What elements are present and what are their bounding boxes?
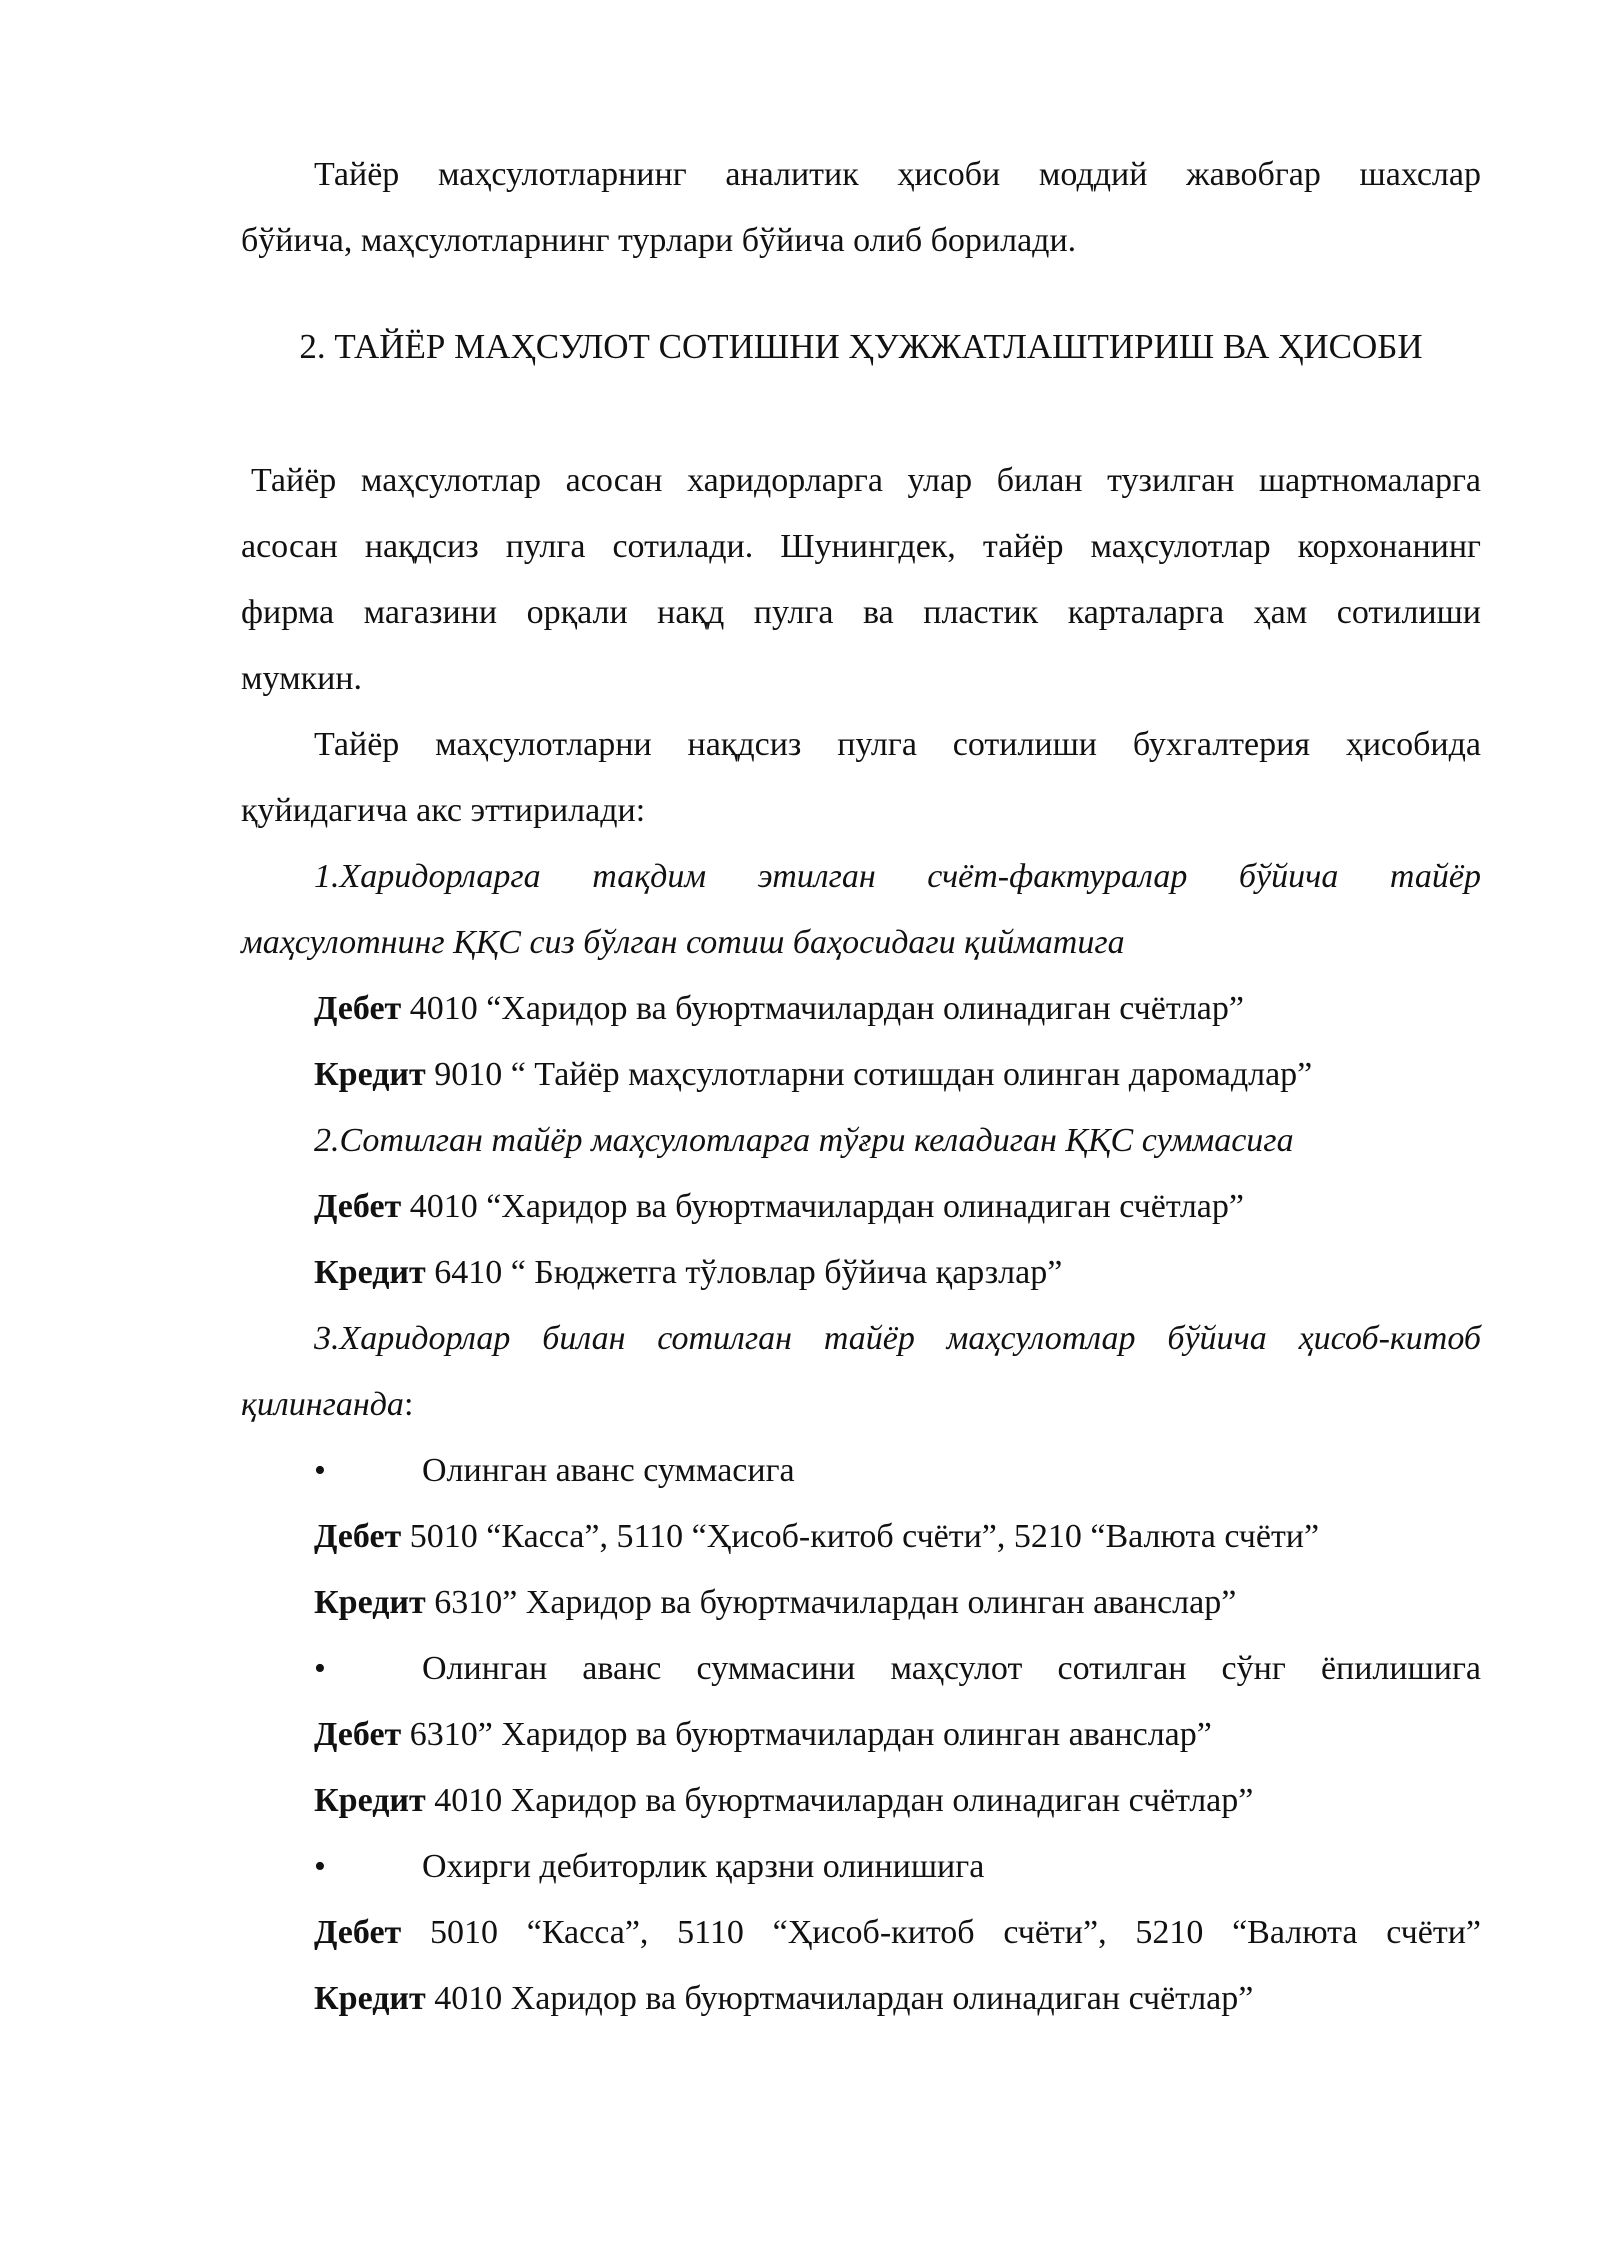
item1-line1: 1.Харидорларга тақдим этилган счёт-фактуралар бўйича тайёр [314,858,1481,895]
document-page [241,142,1481,2032]
debit-label: Дебет [314,990,402,1027]
credit-text: 6310” Харидор ва буюртмачилардан олинган авансларˮ [425,1584,1237,1621]
item1-line2: маҳсулотнинг ҚҚС сиз бўлган сотиш баҳосидаги қийматига [241,924,1125,961]
para2-line4: мумкин. [241,660,362,697]
entry1-debit [241,976,1481,1042]
credit-label: Кредит [314,1782,426,1819]
para3-line2: қуйидагича акс эттирилади: [241,792,646,829]
item2-line1: 2.Сотилган тайёр маҳсулотларга тўғри келадиган ҚҚС суммасига [314,1122,1294,1159]
bullet-marker: • [314,1452,326,1489]
bullet-item [241,1834,1481,1900]
entry2-debit [241,1174,1481,1240]
debit-label: Дебет [314,1914,402,1951]
para1-line1: Тайёр маҳсулотларнинг аналитик ҳисоби моддий жавобгар шахслар [314,156,1481,193]
bullet-text: Охирги дебиторлик қарзни олинишига [422,1848,985,1885]
credit-label: Кредит [314,1254,426,1291]
para2-line2: асосан нақдсиз пулга сотилади. Шунингдек, тайёр маҳсулотлар корхонанинг [241,528,1481,565]
credit-text: 6410 “ Бюджетга тўловлар бўйича қарзлар” [425,1254,1063,1291]
bullet-text: Олинган аванс суммасига [422,1452,795,1489]
debit-text: 4010 “Харидор ва буюртмачилардан олинадиган счётлар” [401,990,1244,1027]
debit-text: 5010 “Касса”, 5110 “Ҳисоб-китоб счёти”, 5210 “Валюта счёти” [401,1914,1481,1951]
item3-line2-italic: қилинганда [241,1386,404,1423]
debit-text: 4010 “Харидор ва буюртмачилардан олинадиган счётлар” [401,1188,1244,1225]
entry2-credit [241,1240,1481,1306]
debit-text: 6310” Харидор ва буюртмачилардан олинган аванслар” [401,1716,1212,1753]
entry5-credit [241,1966,1481,2032]
debit-label: Дебет [314,1716,402,1753]
bullet-item [241,1636,1481,1702]
item3-line2-rest: : [403,1386,414,1423]
debit-label: Дебет [314,1188,402,1225]
entry4-debit [241,1702,1481,1768]
bullet-marker: • [314,1848,326,1885]
credit-label: Кредит [314,1980,426,2017]
debit-text: 5010 “Касса”, 5110 “Ҳисоб-китоб счёти”, 5210 “Валюта счёти” [401,1518,1320,1555]
bullet-marker: • [314,1650,326,1687]
bullet-item [241,1438,1481,1504]
credit-text: 9010 “ Тайёр маҳсулотларни сотишдан олинган даромадлар” [425,1056,1313,1093]
para2-line1: Тайёр маҳсулотлар асосан харидорларга улар билан тузилган шартномаларга [251,462,1481,499]
para1-line2: бўйича, маҳсулотларнинг турлари бўйича олиб борилади. [241,222,1077,259]
para3-line1: Тайёр маҳсулотларни нақдсиз пулга сотилиши бухгалтерия ҳисобида [314,726,1481,763]
bullet-text: Олинган аванс суммасини маҳсулот сотилган сўнг ёпилишига [422,1650,1481,1687]
item3-line2 [241,1372,1481,1438]
entry4-credit [241,1768,1481,1834]
section-heading: 2. ТАЙЁР МАҲСУЛОТ СОТИШНИ ҲУЖЖАТЛАШТИРИШ ВА ҲИСОБИ [299,327,1423,366]
item3-line1: 3.Харидорлар билан сотилган тайёр маҳсулотлар бўйича ҳисоб-китоб [314,1320,1481,1357]
entry3-debit [241,1504,1481,1570]
credit-text: 4010 Харидор ва буюртмачилардан олинадиган счётлар” [425,1782,1254,1819]
debit-label: Дебет [314,1518,402,1555]
credit-label: Кредит [314,1056,426,1093]
credit-label: Кредит [314,1584,426,1621]
entry3-credit [241,1570,1481,1636]
entry1-credit [241,1042,1481,1108]
entry5-debit [241,1900,1481,1966]
para2-line3: фирма магазини орқали нақд пулга ва пластик карталарга ҳам сотилиши [241,594,1481,631]
credit-text: 4010 Харидор ва буюртмачилардан олинадиган счётлар” [425,1980,1254,2017]
